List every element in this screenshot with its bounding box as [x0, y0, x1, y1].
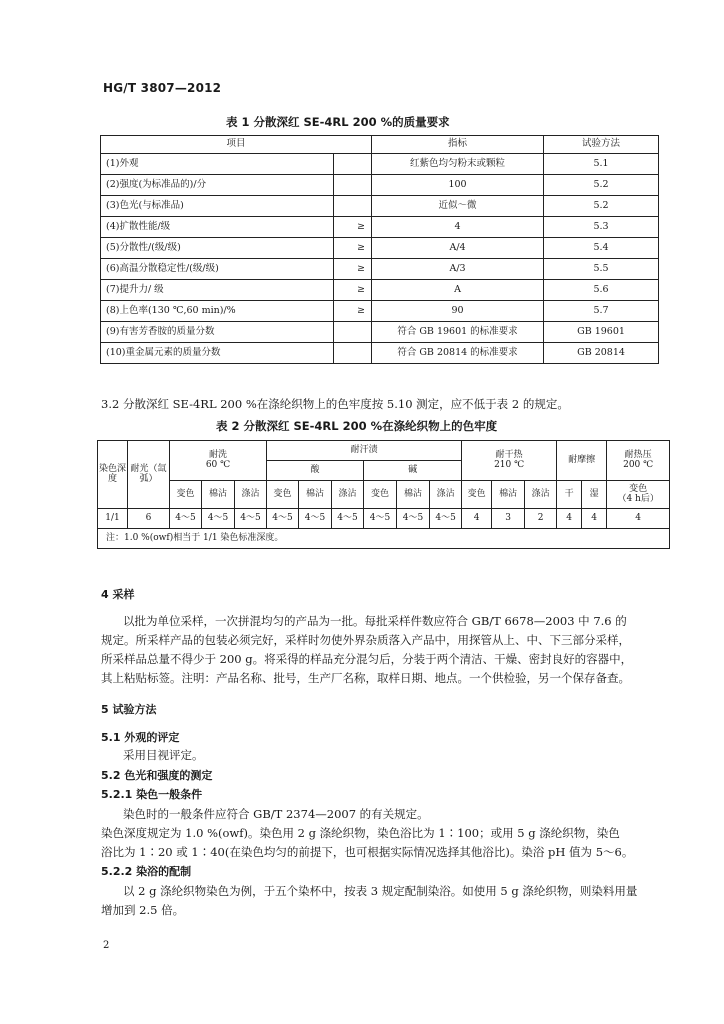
sub-dryheat-polyester: 涤沾 — [525, 481, 557, 509]
spec-cell: A/4 — [372, 238, 544, 259]
sub-alkali-polyester: 涤沾 — [430, 481, 462, 509]
header-alkali: 碱 — [364, 461, 462, 481]
data-cell: 4～5 — [299, 509, 332, 529]
table-row — [101, 322, 659, 343]
sub-acid-change: 变色 — [267, 481, 299, 509]
table2-caption: 表 2 分散深红 SE-4RL 200 %在涤纶织物上的色牢度 — [216, 419, 498, 433]
sub-wash-change: 变色 — [170, 481, 202, 509]
text-line: 增加到 2.5 倍。 — [101, 903, 185, 917]
sym-cell: ≥ — [334, 259, 372, 280]
method-cell: 5.6 — [544, 280, 659, 301]
spec-cell: 90 — [372, 301, 544, 322]
method-cell: 5.4 — [544, 238, 659, 259]
section-5-1-title: 5.1 外观的评定 — [101, 731, 180, 744]
item-cell: (6)高温分散稳定性/(级/级) — [101, 259, 334, 280]
sym-cell: ≥ — [334, 217, 372, 238]
paragraph-3-2: 3.2 分散深红 SE-4RL 200 %在涤纶织物上的色牢度按 5.10 测定，应不低于表 2 的规定。 — [101, 397, 569, 411]
header-dryheat — [462, 441, 557, 481]
table2-note: 注：1.0 %(owf)相当于 1/1 染色标准深度。 — [98, 529, 670, 549]
spec-cell: 红紫色均匀粉末或颗粒 — [372, 154, 544, 175]
table-row — [101, 343, 659, 364]
table-row — [101, 238, 659, 259]
item-cell: (1)外观 — [101, 154, 334, 175]
table1-caption: 表 1 分散深红 SE-4RL 200 %的质量要求 — [226, 115, 450, 129]
header-press-label: 耐热压 — [624, 449, 652, 460]
item-cell: (2)强度(为标准品的)/分 — [101, 175, 334, 196]
spec-cell: A/3 — [372, 259, 544, 280]
data-cell: 4～5 — [430, 509, 462, 529]
data-cell: 4 — [557, 509, 582, 529]
table-row — [101, 175, 659, 196]
item-cell: (5)分散性/(级/级) — [101, 238, 334, 259]
data-cell: 1/1 — [98, 509, 128, 529]
spec-cell: 符合 GB 19601 的标准要求 — [372, 322, 544, 343]
data-cell: 4～5 — [267, 509, 299, 529]
header-acid: 酸 — [267, 461, 364, 481]
sub-rub-dry: 干 — [557, 481, 582, 509]
text-line: 染色时的一般条件应符合 GB/T 2374—2007 的有关规定。 — [123, 807, 429, 821]
section-5-2-1-title: 5.2.1 染色一般条件 — [101, 788, 203, 801]
sub-dryheat-change: 变色 — [462, 481, 492, 509]
data-cell: 4 — [582, 509, 607, 529]
quality-requirements-table — [100, 135, 659, 364]
sub-alkali-change: 变色 — [364, 481, 397, 509]
section-5-title: 5 试验方法 — [101, 703, 157, 716]
table-row — [101, 280, 659, 301]
data-cell: 4～5 — [170, 509, 202, 529]
header-spec: 指标 — [372, 136, 544, 154]
item-cell: (3)色光(与标准品) — [101, 196, 334, 217]
spec-cell: 近似～微 — [372, 196, 544, 217]
header-light: 耐光（氙弧） — [128, 441, 170, 509]
table-row — [101, 259, 659, 280]
sym-cell — [334, 154, 372, 175]
standard-code: HG/T 3807—2012 — [103, 81, 222, 95]
sub-alkali-cotton: 棉沾 — [397, 481, 430, 509]
text-line: 所采样品总量不得少于 200 g。将采得的样品充分混匀后，分装于两个清洁、干燥、密封良好的容器中， — [101, 652, 633, 666]
data-cell: 4～5 — [364, 509, 397, 529]
item-cell: (10)重金属元素的质量分数 — [101, 343, 334, 364]
text-line: 规定。所采样产品的包装必须完好，采样时勿使外界杂质落入产品中，用探管从上、中、下三部分采样， — [101, 633, 630, 647]
spec-cell: A — [372, 280, 544, 301]
sym-cell — [334, 322, 372, 343]
sub-rub-wet: 湿 — [582, 481, 607, 509]
sym-cell: ≥ — [334, 238, 372, 259]
table-row — [101, 196, 659, 217]
table-row — [101, 217, 659, 238]
header-dryheat-temp: 210 ℃ — [494, 459, 525, 470]
method-cell: 5.2 — [544, 175, 659, 196]
section-5-2-2-title: 5.2.2 染浴的配制 — [101, 865, 192, 878]
sub-wash-cotton: 棉沾 — [202, 481, 235, 509]
data-cell: 4 — [462, 509, 492, 529]
item-cell: (8)上色率(130 ℃,60 min)/% — [101, 301, 334, 322]
spec-cell: 100 — [372, 175, 544, 196]
table-row — [101, 301, 659, 322]
sub-press-time: （4 h后） — [617, 493, 659, 504]
method-cell: 5.1 — [544, 154, 659, 175]
header-sweat: 耐汗渍 — [267, 441, 462, 461]
item-cell: (9)有害芳香胺的质量分数 — [101, 322, 334, 343]
section-4-title: 4 采样 — [101, 588, 135, 601]
table-header-row — [101, 136, 659, 154]
data-cell: 4～5 — [332, 509, 364, 529]
text-line: 以 2 g 涤纶织物染色为例，于五个染杯中，按表 3 规定配制染浴。如使用 5 g 涤纶织物，则染料用量 — [123, 884, 638, 898]
sub-acid-cotton: 棉沾 — [299, 481, 332, 509]
section-5-2-title: 5.2 色光和强度的测定 — [101, 769, 213, 782]
text-line: 浴比为 1∶20 或 1∶40(在染色均匀的前提下，也可根据实际情况选择其他浴比)。染浴 pH 值为 5～6。 — [101, 845, 634, 859]
data-cell: 2 — [525, 509, 557, 529]
sym-cell: ≥ — [334, 280, 372, 301]
color-fastness-table — [97, 440, 670, 549]
text-line: 以批为单位采样，一次拼混均匀的产品为一批。每批采样件数应符合 GB/T 6678—2003 中 7.6 的 — [123, 614, 627, 628]
sym-cell — [334, 343, 372, 364]
data-cell: 6 — [128, 509, 170, 529]
method-cell: 5.3 — [544, 217, 659, 238]
sym-cell — [334, 175, 372, 196]
method-cell: 5.5 — [544, 259, 659, 280]
header-press-temp: 200 ℃ — [623, 459, 654, 470]
method-cell: 5.7 — [544, 301, 659, 322]
data-cell: 3 — [492, 509, 525, 529]
header-rub: 耐摩擦 — [557, 441, 607, 481]
table2-note-row — [98, 529, 670, 549]
sub-dryheat-cotton: 棉沾 — [492, 481, 525, 509]
header-wash-temp: 60 ℃ — [205, 459, 231, 470]
sub-press-label: 变色 — [629, 483, 648, 494]
header-item: 项目 — [101, 136, 372, 154]
sym-cell — [334, 196, 372, 217]
method-cell: GB 20814 — [544, 343, 659, 364]
data-cell: 4～5 — [202, 509, 235, 529]
method-cell: GB 19601 — [544, 322, 659, 343]
data-cell: 4～5 — [235, 509, 267, 529]
text-line: 其上粘贴标签。注明：产品名称、批号，生产厂名称，取样日期、地点。一个供检验，另一个保存备查。 — [101, 671, 630, 685]
data-cell: 4～5 — [397, 509, 430, 529]
header-wash — [170, 441, 267, 481]
item-cell: (4)扩散性能/级 — [101, 217, 334, 238]
text-line: 染色深度规定为 1.0 %(owf)。染色用 2 g 涤纶织物，染色浴比为 1∶100；或用 5 g 涤纶织物，染色 — [101, 826, 620, 840]
header-wash-label: 耐洗 — [209, 449, 228, 460]
header-depth: 染色深度 — [98, 441, 128, 509]
spec-cell: 4 — [372, 217, 544, 238]
spec-cell: 符合 GB 20814 的标准要求 — [372, 343, 544, 364]
page-number: 2 — [103, 940, 110, 951]
sub-press-change — [607, 481, 670, 509]
header-press — [607, 441, 670, 481]
method-cell: 5.2 — [544, 196, 659, 217]
sym-cell: ≥ — [334, 301, 372, 322]
table2-header-row-3 — [98, 481, 670, 509]
sub-wash-polyester: 涤沾 — [235, 481, 267, 509]
sub-acid-polyester: 涤沾 — [332, 481, 364, 509]
section-5-1-text: 采用目视评定。 — [123, 748, 204, 762]
item-cell: (7)提升力/ 级 — [101, 280, 334, 301]
header-dryheat-label: 耐干热 — [495, 449, 523, 460]
table2-header-row-1 — [98, 441, 670, 461]
table-row — [101, 154, 659, 175]
table2-data-row — [98, 509, 670, 529]
data-cell: 4 — [607, 509, 670, 529]
header-method: 试验方法 — [544, 136, 659, 154]
